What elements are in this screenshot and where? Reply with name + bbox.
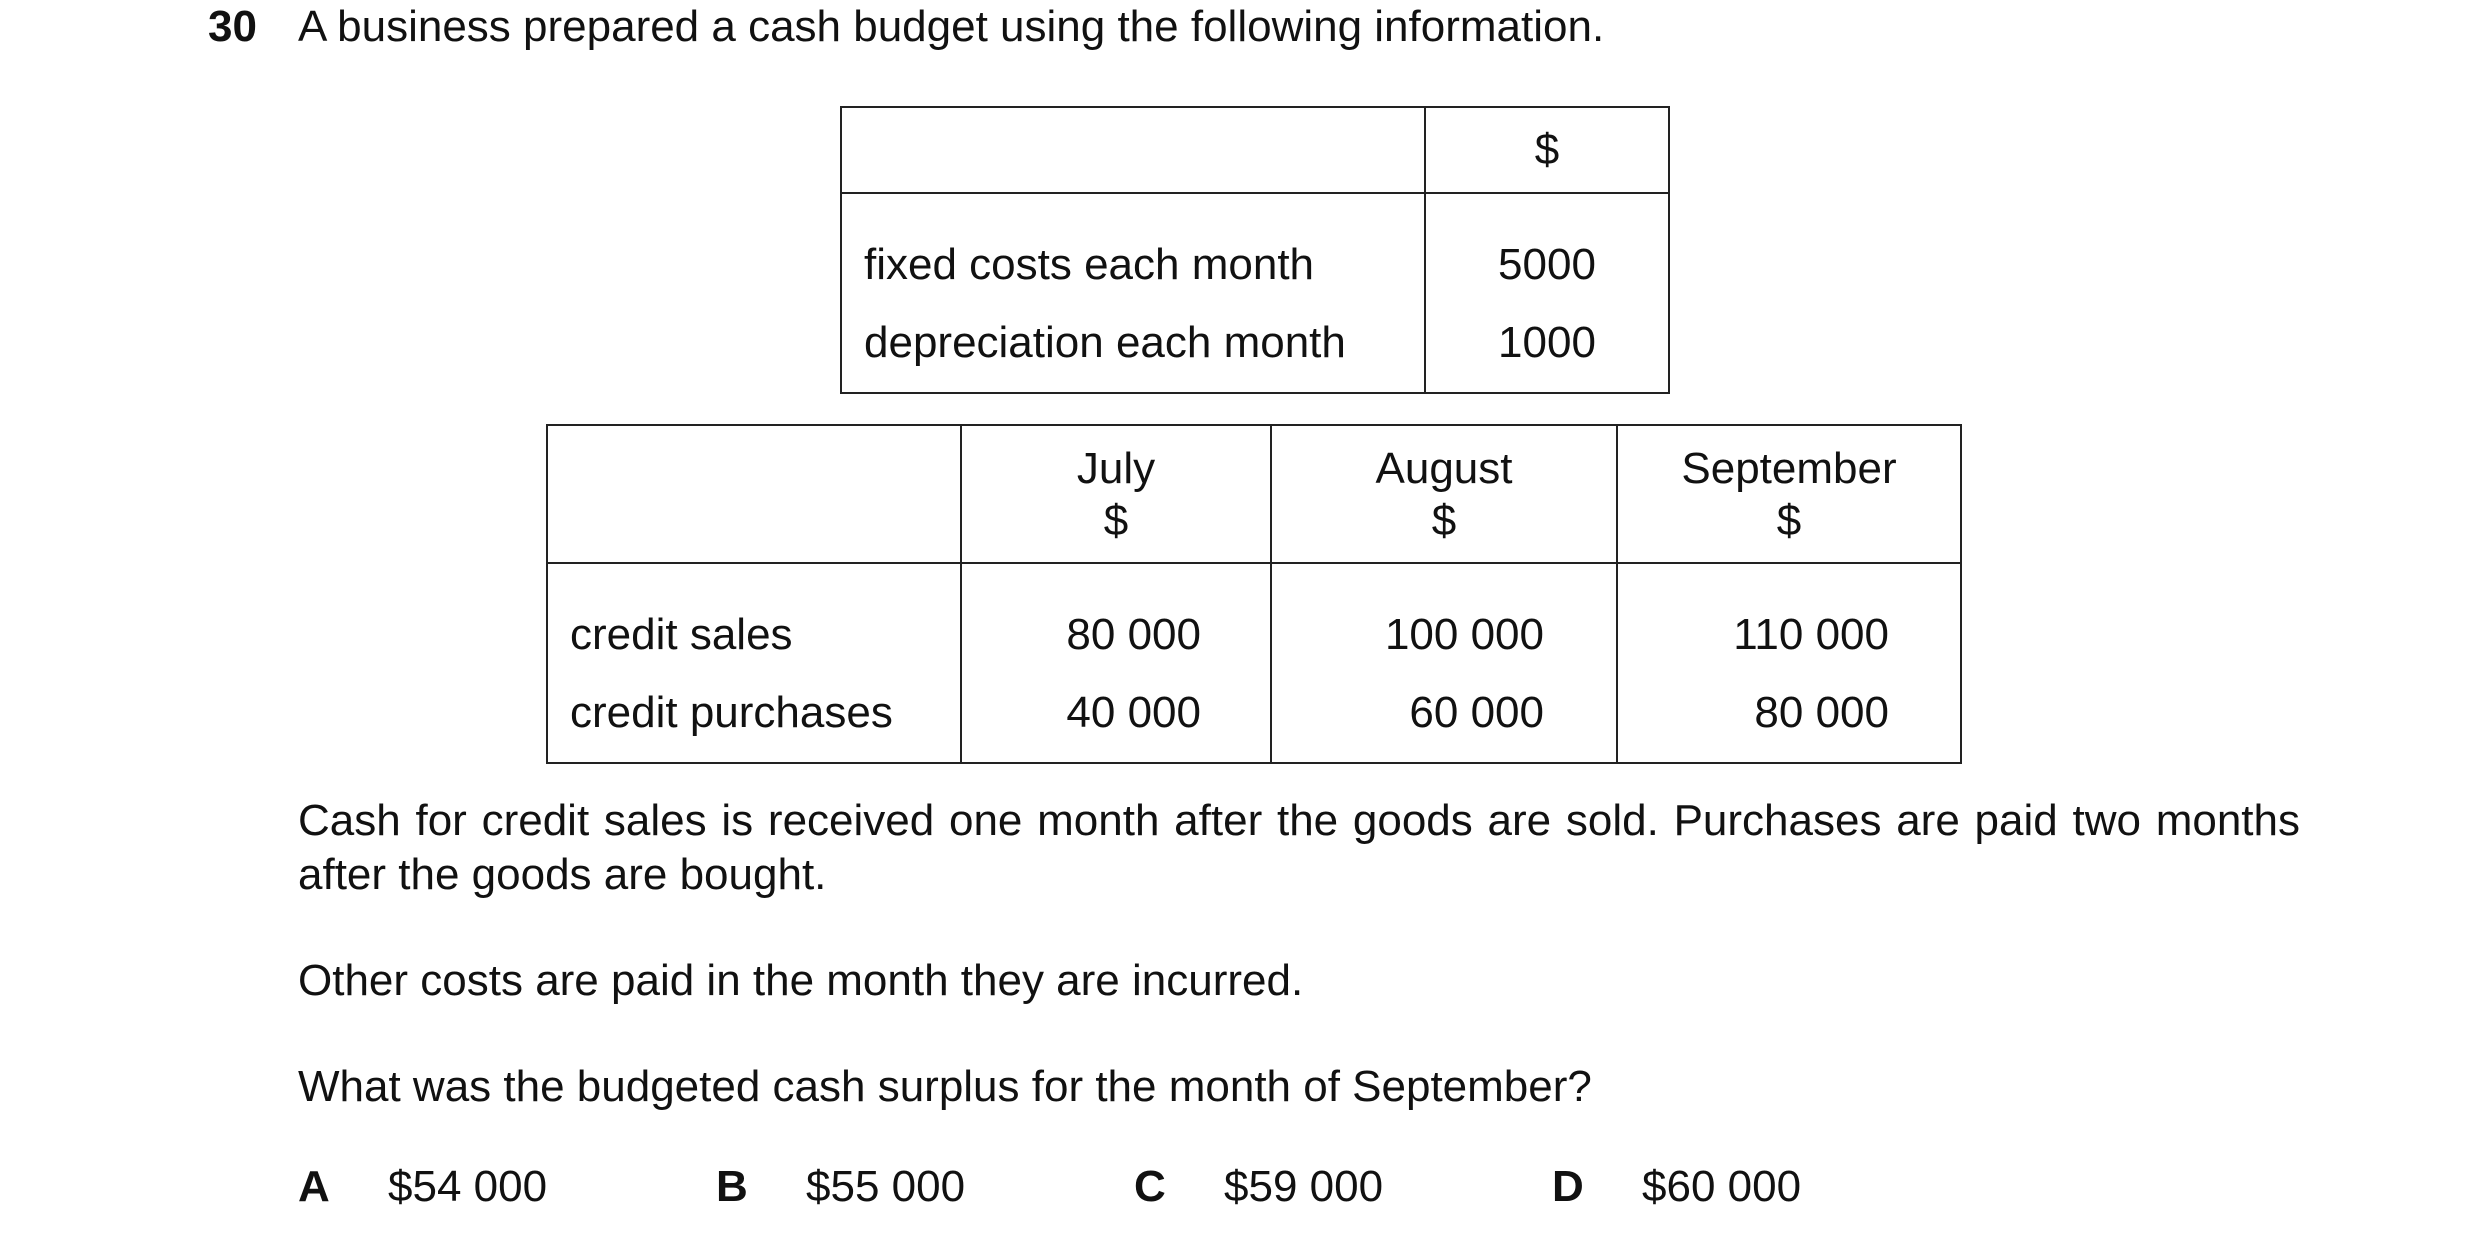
option-c[interactable]	[1134, 1160, 1383, 1214]
table-row	[547, 563, 1961, 672]
table-header-row	[547, 425, 1961, 563]
table-header-cell	[1271, 425, 1617, 563]
table-header-cell	[961, 425, 1271, 563]
table-header-row	[841, 107, 1669, 193]
row-value: 80 000	[961, 563, 1271, 672]
table-row	[841, 302, 1669, 393]
row-label: depreciation each month	[841, 302, 1425, 393]
row-value: 110 000	[1617, 563, 1961, 672]
option-letter: D	[1552, 1162, 1584, 1211]
row-value: 80 000	[1617, 672, 1961, 763]
option-letter: C	[1134, 1162, 1166, 1211]
option-letter: B	[716, 1162, 748, 1211]
month-label: July	[1076, 444, 1156, 493]
option-b[interactable]	[716, 1160, 965, 1214]
question-number: 30	[208, 2, 257, 51]
row-value: 40 000	[961, 672, 1271, 763]
row-value: 100 000	[1271, 563, 1617, 672]
question-stem: A business prepared a cash budget using the following information.	[298, 2, 1605, 51]
option-text: $55 000	[806, 1162, 966, 1211]
paragraph-payment-terms: Cash for credit sales is received one month after the goods are sold. Purchases are paid two months after the goods are bought.	[298, 796, 2300, 899]
table-header-cell	[547, 425, 961, 563]
option-text: $59 000	[1224, 1162, 1384, 1211]
option-a[interactable]	[298, 1160, 547, 1214]
table-header-cell: $	[1425, 107, 1669, 193]
row-label: credit sales	[547, 563, 961, 672]
table-header-cell	[841, 107, 1425, 193]
unit-label: $	[1776, 496, 1802, 545]
unit-label: $	[1103, 496, 1129, 545]
row-label: credit purchases	[547, 672, 961, 763]
option-letter: A	[298, 1162, 330, 1211]
option-text: $60 000	[1642, 1162, 1802, 1211]
month-label: September	[1681, 444, 1897, 493]
option-d[interactable]	[1552, 1160, 1801, 1214]
paragraph-other-costs: Other costs are paid in the month they are incurred.	[298, 956, 1304, 1005]
question-prompt: What was the budgeted cash surplus for the month of September?	[298, 1062, 1592, 1111]
unit-label: $	[1431, 496, 1457, 545]
table-row	[547, 672, 1961, 763]
monthly-credit-table	[546, 424, 1962, 764]
month-label: August	[1375, 444, 1513, 493]
row-value: 5000	[1425, 193, 1669, 302]
row-value: 1000	[1425, 302, 1669, 393]
table-row	[841, 193, 1669, 302]
row-label: fixed costs each month	[841, 193, 1425, 302]
row-value: 60 000	[1271, 672, 1617, 763]
table-header-cell	[1617, 425, 1961, 563]
option-text: $54 000	[388, 1162, 548, 1211]
cost-info-table	[840, 106, 1670, 394]
